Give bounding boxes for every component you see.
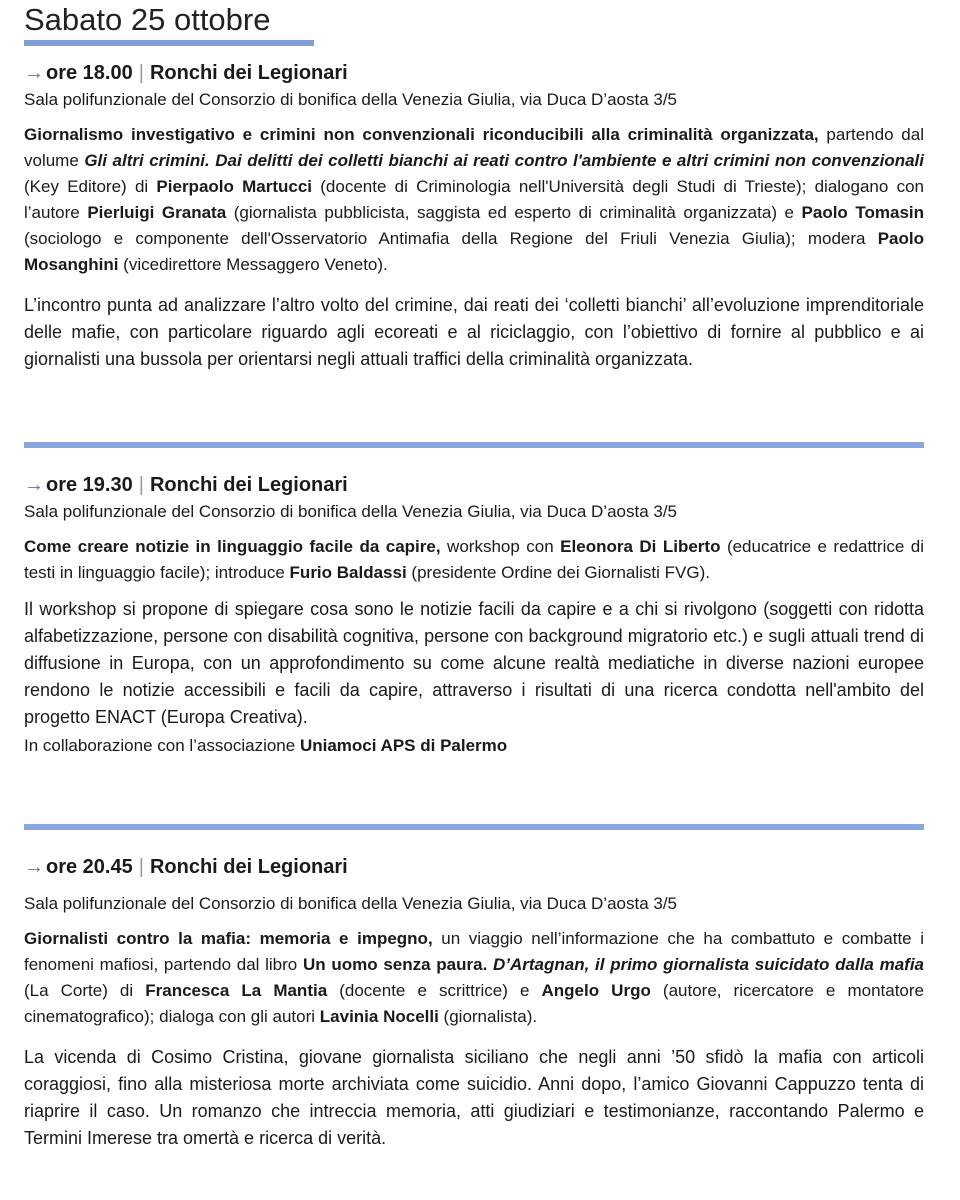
event-time: ore 20.45 — [46, 856, 133, 878]
event-1 — [24, 58, 924, 373]
text: (giornalista pubblicista, saggista ed esperto di criminalità organizzata) e — [226, 203, 802, 222]
event-title: Giornalismo investigativo e crimini non convenzionali riconducibili alla criminalità organizzata, — [24, 125, 819, 144]
person-name: Pierpaolo Martucci — [156, 177, 313, 196]
event-time: ore 18.00 — [46, 62, 133, 84]
text: (Key Editore) di — [24, 177, 157, 196]
event-title: Come creare notizie in linguaggio facile da capire, — [24, 537, 441, 556]
text: workshop con — [440, 537, 561, 556]
text: un viaggio nell’informazione che ha combattuto e combatte i fenomeni mafiosi, partendo dal libro — [24, 929, 924, 974]
event-header — [24, 58, 924, 88]
text: (autore, ricercatore e montatore cinematografico); dialoga con gli autori — [24, 981, 924, 1026]
text: (vicedirettore Messaggero Veneto). — [118, 255, 388, 274]
section-divider — [24, 824, 924, 830]
event-header — [24, 470, 924, 500]
title-underline — [24, 40, 314, 46]
book-title: Gli altri crimini. Dai delitti dei colletti bianchi ai reati contro l'ambiente e altri crimini non convenzionali — [84, 151, 924, 170]
person-name: Paolo Tomasin — [801, 203, 925, 222]
separator: | — [138, 856, 144, 878]
event-details — [24, 122, 924, 278]
event-description: L’incontro punta ad analizzare l’altro volto del crimine, dai reati dei ‘colletti bianchi’ all’evoluzione imprenditoriale delle mafie, con particolare riguardo agli ecoreati e al riciclaggio, con l’obiettivo di fornire al pubblico e ai giornalisti una bussola per orientarsi negli attuali traffici della criminalità organizzata. — [24, 295, 924, 369]
text: partendo dal volume — [24, 125, 924, 170]
text: In collaborazione con l’associazione — [24, 736, 300, 755]
page-title: Sabato 25 ottobre — [24, 2, 271, 37]
event-time: ore 19.30 — [46, 474, 133, 496]
book-subtitle: D’Artagnan, il primo giornalista suicidato dalla mafia — [487, 955, 924, 974]
person-name: Furio Baldassi — [289, 563, 407, 582]
text: (La Corte) di — [24, 981, 146, 1000]
arrow-right-icon: → — [24, 856, 44, 878]
event-details — [24, 926, 924, 1030]
event-title: Giornalisti contro la mafia: memoria e impegno, — [24, 929, 433, 948]
text: (docente di Criminologia nell'Università degli Studi di Trieste); dialogano con l’autore — [24, 177, 924, 222]
event-header — [24, 852, 924, 882]
event-venue: Sala polifunzionale del Consorzio di bonifica della Venezia Giulia, via Duca D’aosta 3/5 — [24, 894, 678, 913]
text: (sociologo e componente dell'Osservatorio Antimafia della Regione del Friuli Venezia Giulia); modera — [24, 229, 878, 248]
event-venue: Sala polifunzionale del Consorzio di bonifica della Venezia Giulia, via Duca D’aosta 3/5 — [24, 90, 678, 109]
separator: | — [138, 474, 144, 496]
separator: | — [138, 62, 144, 84]
text: (presidente Ordine dei Giornalisti FVG). — [406, 563, 710, 582]
event-venue: Sala polifunzionale del Consorzio di bonifica della Venezia Giulia, via Duca D’aosta 3/5 — [24, 502, 678, 521]
event-description: La vicenda di Cosimo Cristina, giovane giornalista siciliano che negli anni ’50 sfidò la mafia con articoli coraggiosi, fino alla misteriosa morte archiviata come suicidio. Anni dopo, l’amico Giovanni Cappuzzo tenta di riaprire il caso. Un romanzo che intreccia memoria, atti giudiziari e testimonianze, raccontando Palermo e Termini Imerese tra omertà e ricerca di verità. — [24, 1047, 924, 1148]
event-place: Ronchi dei Legionari — [149, 856, 348, 878]
text: (giornalista). — [438, 1007, 538, 1026]
collaboration-note — [24, 733, 924, 759]
section-divider — [24, 442, 924, 448]
person-name: Paolo Mosanghini — [24, 229, 924, 274]
person-name: Eleonora Di Liberto — [560, 537, 721, 556]
event-3 — [24, 852, 924, 1152]
text: (docente e scrittrice) e — [327, 981, 542, 1000]
event-2 — [24, 470, 924, 759]
arrow-right-icon: → — [24, 62, 44, 84]
event-place: Ronchi dei Legionari — [149, 62, 348, 84]
book-title: Un uomo senza paura. — [302, 955, 488, 974]
event-description: Il workshop si propone di spiegare cosa sono le notizie facili da capire e a chi si rivolgono (soggetti con ridotta alfabetizzazione, persone con disabilità cognitiva, persone con background migratorio etc.) e sugli attuali trend di diffusione in Europa, con un approfondimento su come alcune realtà mediatiche in diverse nazioni europee rendono le notizie accessibili e facili da capire, attraverso i risultati di una ricerca condotta nell'ambito del progetto ENACT (Europa Creativa). — [24, 599, 924, 727]
arrow-right-icon: → — [24, 474, 44, 496]
person-name: Pierluigi Granata — [87, 203, 227, 222]
event-details — [24, 534, 924, 586]
person-name: Francesca La Mantia — [145, 981, 328, 1000]
person-name: Angelo Urgo — [541, 981, 651, 1000]
partner-name: Uniamoci APS di Palermo — [299, 736, 508, 755]
event-place: Ronchi dei Legionari — [149, 474, 348, 496]
text: (educatrice e redattrice di testi in linguaggio facile); introduce — [24, 537, 924, 582]
person-name: Lavinia Nocelli — [319, 1007, 439, 1026]
